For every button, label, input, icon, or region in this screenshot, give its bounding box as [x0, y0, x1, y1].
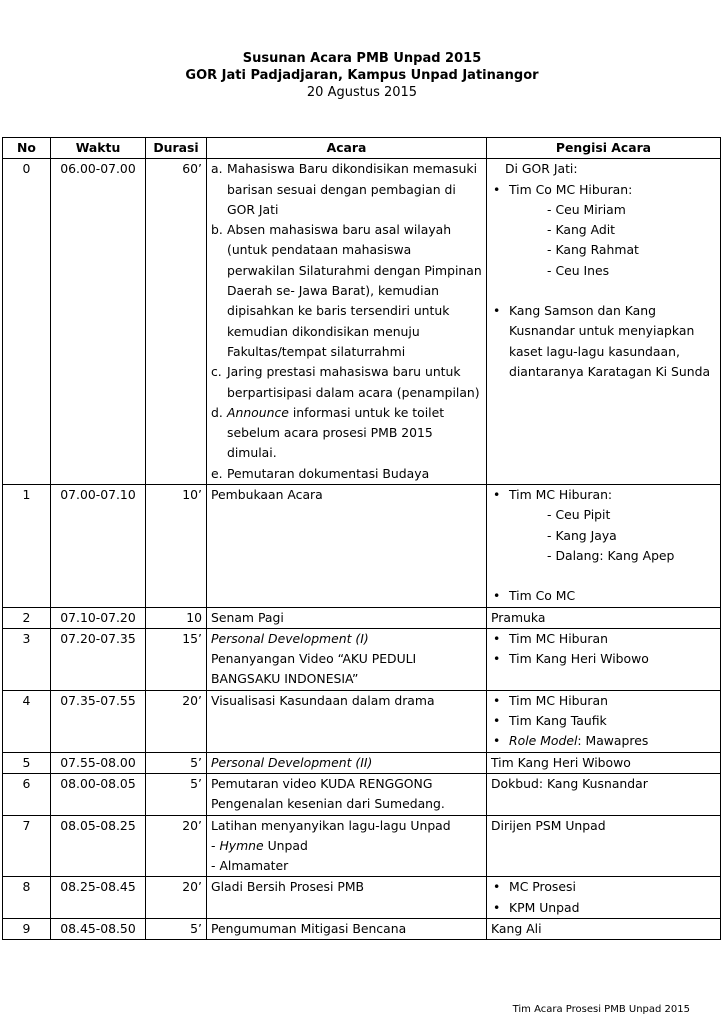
row-pengisi	[487, 877, 721, 919]
row-acara	[207, 159, 487, 485]
list-item: - Ceu Pipit	[547, 507, 611, 523]
row-waktu: 07.00-07.10	[51, 485, 146, 607]
row-durasi: 20’	[146, 877, 207, 919]
row-no: 9	[3, 918, 51, 939]
page-footer: Tim Acara Prosesi PMB Unpad 2015	[512, 1004, 690, 1015]
row-acara: Pengumuman Mitigasi Bencana	[207, 918, 487, 939]
list-item: - Ceu Miriam	[547, 201, 626, 217]
title-line-1: Susunan Acara PMB Unpad 2015	[242, 51, 482, 66]
row-pengisi: Dirijen PSM Unpad	[487, 815, 721, 877]
table-row	[3, 690, 721, 752]
row-no: 3	[3, 628, 51, 690]
row-pengisi: Tim Kang Heri Wibowo	[487, 752, 721, 773]
row-durasi: 5’	[146, 918, 207, 939]
list-item: a. Mahasiswa Baru dikondisikan memasuki barisan sesuai dengan pembagian di GOR Jati	[211, 161, 478, 217]
table-row	[3, 773, 721, 815]
table-row	[3, 159, 721, 485]
row-pengisi	[487, 628, 721, 690]
row-acara: Pemutaran video KUDA RENGGONG Pengenalan kesenian dari Sumedang.	[207, 773, 487, 815]
table-row	[3, 752, 721, 773]
title-line-2: GOR Jati Padjadjaran, Kampus Unpad Jatinangor	[185, 68, 539, 83]
event-date: 20 Agustus 2015	[306, 85, 418, 100]
row-no: 6	[3, 773, 51, 815]
list-item: • Role Model: Mawapres	[493, 733, 649, 749]
table-row	[3, 628, 721, 690]
list-item: • Kang Samson dan Kang Kusnandar untuk menyiapkan kaset lagu-lagu kasundaan, diantaranya Karatagan Ki Sunda	[493, 303, 711, 379]
row-pengisi	[487, 159, 721, 485]
header-durasi: Durasi	[146, 138, 207, 159]
row-acara: Personal Development (I) Penanyangan Video “AKU PEDULI BANGSAKU INDONESIA”	[207, 628, 487, 690]
row-durasi: 60’	[146, 159, 207, 485]
row-waktu: 06.00-07.00	[51, 159, 146, 485]
row-no: 2	[3, 607, 51, 628]
table-header-row	[3, 138, 721, 159]
list-item: • MC Prosesi	[493, 879, 576, 895]
table-row	[3, 815, 721, 877]
table-row	[3, 607, 721, 628]
list-item: b. Absen mahasiswa baru asal wilayah (untuk pendataan mahasiswa perwakilan Silaturahmi dengan Pimpinan Daerah se- Jawa Barat), kemudian dipisahkan ke baris tersendiri untuk kemudian dikondisikan menuju Fakultas/tempat silaturrahmi	[211, 222, 482, 359]
list-item: - Kang Adit	[547, 222, 616, 238]
row-pengisi: Pramuka	[487, 607, 721, 628]
row-waktu: 07.55-08.00	[51, 752, 146, 773]
row-no: 0	[3, 159, 51, 485]
row-durasi: 15’	[146, 628, 207, 690]
list-item: - Kang Rahmat	[547, 242, 639, 258]
row-acara: Pembukaan Acara	[207, 485, 487, 607]
row-waktu: 07.20-07.35	[51, 628, 146, 690]
header-pengisi: Pengisi Acara	[487, 138, 721, 159]
list-item: - Kang Jaya	[547, 527, 617, 543]
schedule-table	[2, 137, 721, 940]
row-waktu: 08.45-08.50	[51, 918, 146, 939]
list-item: • Tim MC Hiburan	[493, 630, 608, 646]
row-acara: Senam Pagi	[207, 607, 487, 628]
list-item: • Tim Co MC	[493, 588, 576, 604]
header-no: No	[3, 138, 51, 159]
row-pengisi	[487, 690, 721, 752]
row-durasi: 10’	[146, 485, 207, 607]
row-no: 5	[3, 752, 51, 773]
row-acara: Gladi Bersih Prosesi PMB	[207, 877, 487, 919]
row-pengisi	[487, 485, 721, 607]
row-waktu: 08.25-08.45	[51, 877, 146, 919]
row-no: 7	[3, 815, 51, 877]
row-durasi: 10	[146, 607, 207, 628]
list-item: • KPM Unpad	[493, 899, 580, 915]
table-row	[3, 485, 721, 607]
row-no: 1	[3, 485, 51, 607]
row-durasi: 20’	[146, 690, 207, 752]
list-item: • Tim MC Hiburan: - Ceu Pipit - Kang Jaya - Dalang: Kang Apep	[491, 485, 716, 566]
header-waktu: Waktu	[51, 138, 146, 159]
list-item: c. Jaring prestasi mahasiswa baru untuk berpartisipasi dalam acara (penampilan)	[211, 364, 480, 400]
list-item: • Tim Co MC Hiburan: - Ceu Miriam - Kang Adit - Kang Rahmat - Ceu Ines	[491, 180, 716, 281]
header-acara: Acara	[207, 138, 487, 159]
row-waktu: 08.05-08.25	[51, 815, 146, 877]
row-durasi: 5’	[146, 752, 207, 773]
list-item: • Tim Kang Taufik	[493, 713, 607, 729]
row-pengisi: Kang Ali	[487, 918, 721, 939]
row-durasi: 5’	[146, 773, 207, 815]
table-row	[3, 877, 721, 919]
list-item: • Tim MC Hiburan	[493, 692, 608, 708]
row-waktu: 07.35-07.55	[51, 690, 146, 752]
row-acara: Latihan menyanyikan lagu-lagu Unpad - Hymne Unpad - Almamater	[207, 815, 487, 877]
row-acara: Personal Development (II)	[207, 752, 487, 773]
row-durasi: 20’	[146, 815, 207, 877]
row-acara: Visualisasi Kasundaan dalam drama	[207, 690, 487, 752]
pengisi-intro: Di GOR Jati:	[505, 161, 578, 177]
row-pengisi: Dokbud: Kang Kusnandar	[487, 773, 721, 815]
row-waktu: 07.10-07.20	[51, 607, 146, 628]
list-item: - Dalang: Kang Apep	[547, 547, 675, 563]
list-item: e. Pemutaran dokumentasi Budaya	[211, 465, 430, 481]
row-no: 8	[3, 877, 51, 919]
list-item: - Ceu Ines	[547, 262, 610, 278]
list-item: d. Announce informasi untuk ke toilet sebelum acara prosesi PMB 2015 dimulai.	[211, 404, 445, 461]
row-no: 4	[3, 690, 51, 752]
row-waktu: 08.00-08.05	[51, 773, 146, 815]
document-header	[0, 50, 724, 101]
list-item: • Tim Kang Heri Wibowo	[493, 651, 649, 667]
table-row	[3, 918, 721, 939]
